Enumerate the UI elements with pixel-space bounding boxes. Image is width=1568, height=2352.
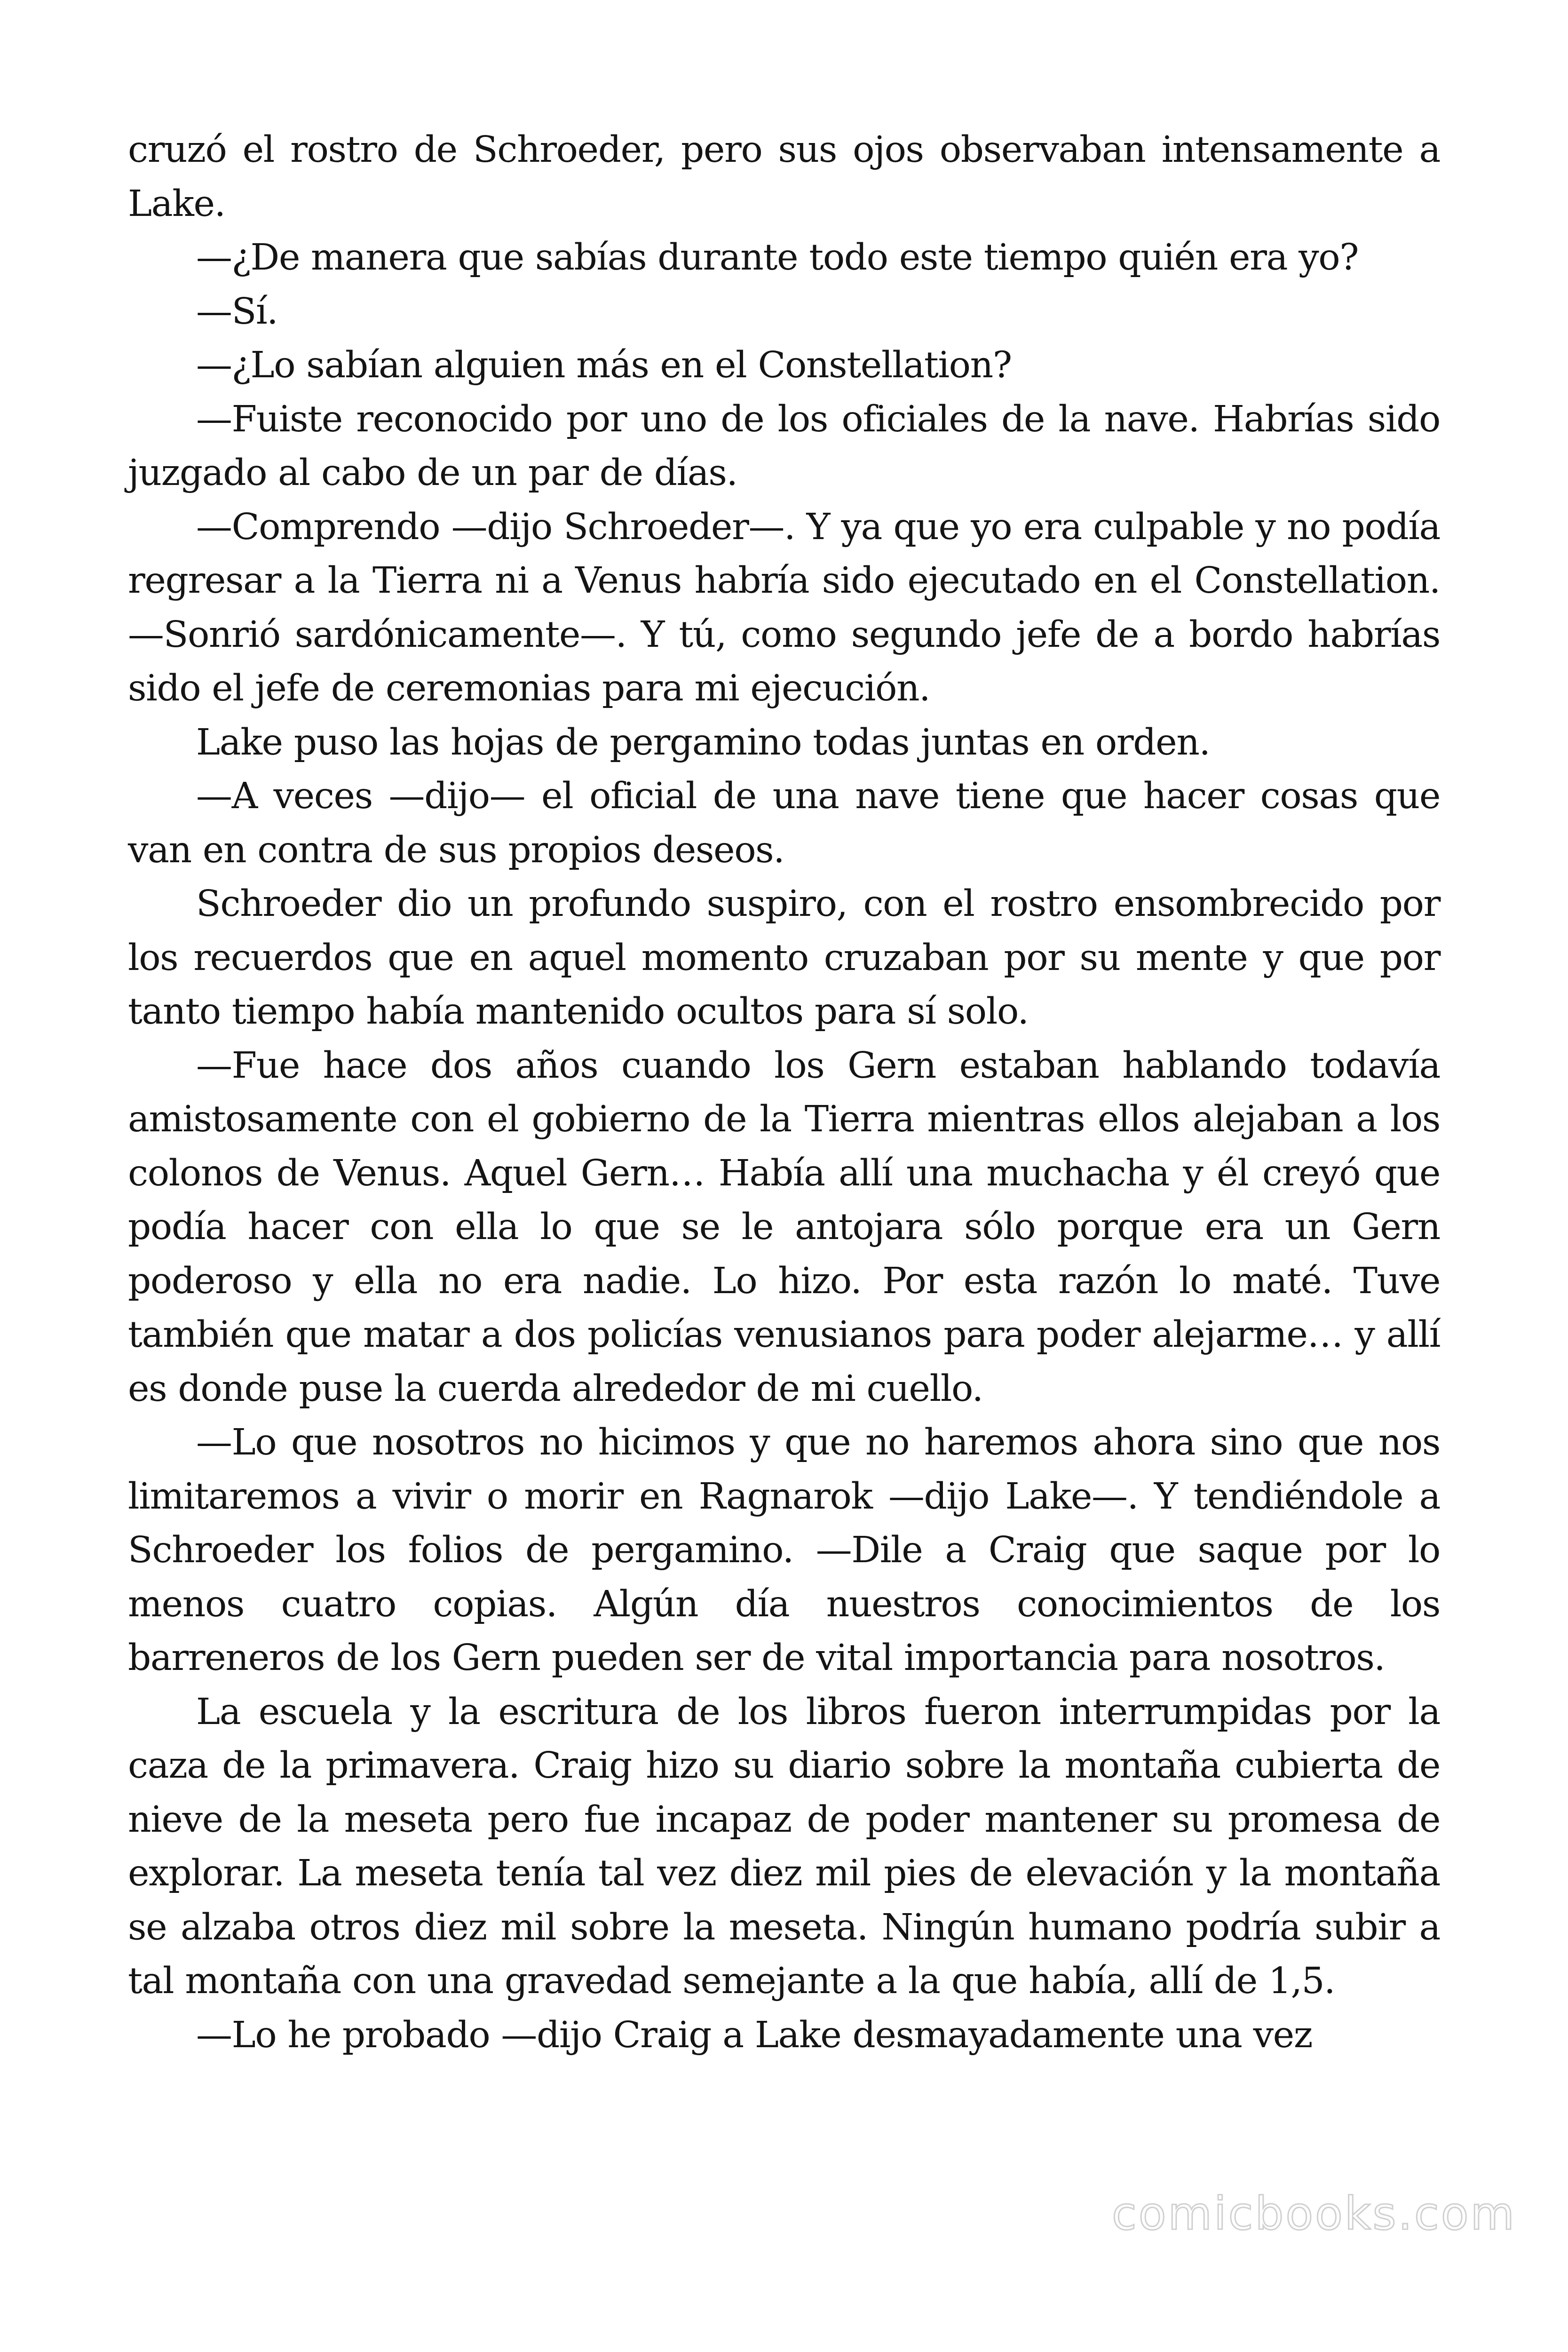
paragraph-continuation: cruzó el rostro de Schroeder, pero sus ojos observaban intensamente a Lake. (128, 129, 1440, 225)
paragraph: —Fuiste reconocido por uno de los oficiales de la nave. Habrías sido juzgado al cabo de un par de días. (128, 398, 1440, 494)
paragraph: —Comprendo —dijo Schroeder—. Y ya que yo era culpable y no podía regresar a la Tierra ni a Venus habría sido ejecutado en el Constellation. —Sonrió sardónicamente—. Y tú, como segundo jefe de a bordo habrías sido el jefe de ceremonias para mi ejecución. (128, 506, 1440, 709)
paragraph: —Lo he probado —dijo Craig a Lake desmayadamente una vez (196, 2014, 1313, 2056)
paragraph: —A veces —dijo— el oficial de una nave tiene que hacer cosas que van en contra de sus propios deseos. (128, 775, 1440, 871)
paragraph: —Fue hace dos años cuando los Gern estaban hablando todavía amistosamente con el gobierno de la Tierra mientras ellos alejaban a los colonos de Venus. Aquel Gern… Había allí una muchacha y él creyó que podía hacer con ella lo que se le antojara sólo porque era un Gern poderoso y ella no era nadie. Lo hizo. Por esta razón lo maté. Tuve también que matar a dos policías venusianos para poder alejarme… y allí es donde puse la cuerda alrededor de mi cuello. (128, 1044, 1440, 1410)
paragraph: —Sí. (196, 290, 278, 333)
watermark: comicbooks.com (1111, 2187, 1516, 2240)
paragraph: Schroeder dio un profundo suspiro, con el rostro ensombrecido por los recuerdos que en aquel momento cruzaban por su mente y que por tanto tiempo había mantenido ocultos para sí solo. (128, 883, 1440, 1033)
paragraph: La escuela y la escritura de los libros fueron interrumpidas por la caza de la primavera. Craig hizo su diario sobre la montaña cubierta de nieve de la meseta pero fue incapaz de poder mantener su promesa de explorar. La meseta tenía tal vez diez mil pies de elevación y la montaña se alzaba otros diez mil sobre la meseta. Ningún humano podría subir a tal montaña con una gravedad semejante a la que había, allí de 1,5. (128, 1691, 1440, 2002)
book-page-text (128, 123, 1440, 2062)
paragraph: —¿Lo sabían alguien más en el Constellation? (196, 344, 1012, 386)
paragraph: —¿De manera que sabías durante todo este tiempo quién era yo? (196, 237, 1359, 278)
paragraph: —Lo que nosotros no hicimos y que no haremos ahora sino que nos limitaremos a vivir o morir en Ragnarok —dijo Lake—. Y tendiéndole a Schroeder los folios de pergamino. —Dile a Craig que saque por lo menos cuatro copias. Algún día nuestros conocimientos de los barreneros de los Gern pueden ser de vital importancia para nosotros. (128, 1422, 1440, 1679)
paragraph: Lake puso las hojas de pergamino todas juntas en orden. (196, 721, 1210, 763)
